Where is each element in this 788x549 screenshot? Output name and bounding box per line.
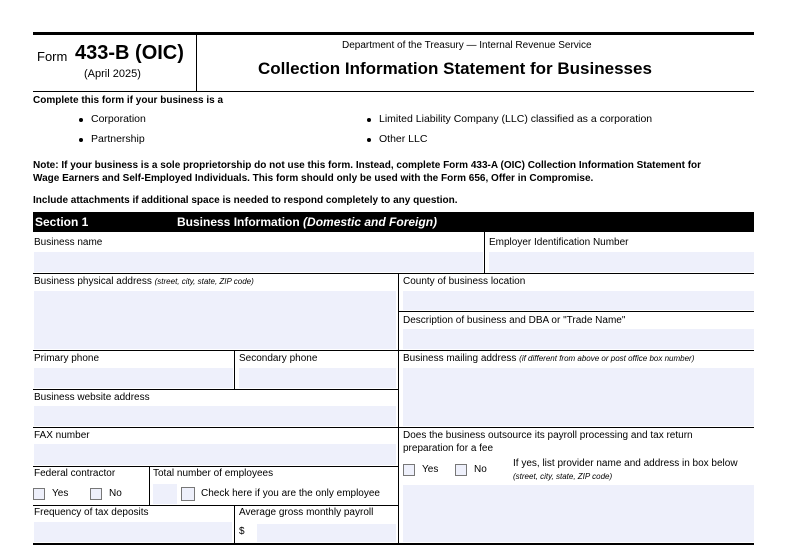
agency: Department of the Treasury — Internal Revenue Service [342, 40, 592, 51]
primary-phone-label: Primary phone [34, 353, 100, 364]
frequency-input[interactable] [34, 522, 232, 542]
provider-hint: (street, city, state, ZIP code) [513, 472, 613, 481]
address-input[interactable] [34, 291, 396, 349]
note-line-2: Wage Earners and Self-Employed Individuals. This form should only be used with the Form 656, Offer in Compromise. [33, 173, 594, 184]
mailing-input[interactable] [403, 368, 754, 426]
website-label: Business website address [34, 392, 150, 403]
only-employee-label: Check here if you are the only employee [201, 488, 380, 499]
employees-label: Total number of employees [153, 468, 274, 479]
bullet-other-llc: Other LLC [379, 133, 428, 145]
intro-heading: Complete this form if your business is a [33, 95, 224, 106]
only-employee-checkbox[interactable] [181, 487, 195, 501]
bullet-corporation: Corporation [91, 113, 146, 125]
business-name-input[interactable] [34, 252, 483, 272]
county-input[interactable] [403, 291, 754, 310]
fax-label: FAX number [34, 430, 90, 441]
outsource-yes-checkbox[interactable] [403, 464, 415, 476]
provider-input[interactable] [403, 485, 754, 542]
outsource-yes-label: Yes [422, 464, 439, 475]
secondary-phone-input[interactable] [239, 368, 396, 388]
description-input[interactable] [403, 329, 754, 349]
dollar-sign: $ [239, 526, 245, 537]
top-rule [33, 32, 754, 35]
payroll-input[interactable] [257, 524, 396, 542]
website-input[interactable] [34, 406, 396, 426]
section-bar [33, 212, 754, 232]
federal-yes-label: Yes [52, 488, 69, 499]
fax-input[interactable] [34, 444, 396, 465]
primary-phone-input[interactable] [34, 368, 233, 388]
ein-input[interactable] [489, 252, 754, 272]
bullet-llc: Limited Liability Company (LLC) classified as a corporation [379, 113, 653, 125]
outsource-label-1: Does the business outsource its payroll processing and tax return [403, 430, 693, 441]
header-rule [33, 91, 754, 92]
outsource-no-label: No [474, 464, 487, 475]
form-date: (April 2025) [84, 68, 141, 80]
frequency-label: Frequency of tax deposits [34, 507, 149, 518]
federal-contractor-label: Federal contractor [34, 468, 116, 479]
employees-input[interactable] [153, 484, 177, 504]
form-word: Form [37, 49, 68, 64]
note-line-1: Note: If your business is a sole proprietorship do not use this form. Instead, complete Form 433-A (OIC) Collection Information Statement for [33, 160, 702, 171]
business-name-label: Business name [34, 237, 103, 248]
form-number: 433-B (OIC) [75, 42, 184, 64]
address-label: Business physical address (street, city, state, ZIP code) [34, 276, 254, 287]
payroll-label: Average gross monthly payroll [239, 507, 374, 518]
bullet-partnership: Partnership [91, 133, 145, 145]
federal-no-label: No [109, 488, 122, 499]
page-title: Collection Information Statement for Businesses [258, 59, 652, 78]
section-title: Business Information (Domestic and Foreign) [177, 215, 438, 229]
attachments-note: Include attachments if additional space is needed to respond completely to any question. [33, 195, 458, 206]
mailing-label: Business mailing address (if different from above or post office box number) [403, 353, 695, 364]
description-label: Description of business and DBA or "Trade Name" [403, 315, 626, 326]
provider-label: If yes, list provider name and address in box below [513, 458, 738, 469]
county-label: County of business location [403, 276, 526, 287]
outsource-label-2: preparation for a fee [403, 443, 494, 454]
federal-yes-checkbox[interactable] [33, 488, 45, 500]
ein-label: Employer Identification Number [489, 237, 629, 248]
federal-no-checkbox[interactable] [90, 488, 102, 500]
section-number: Section 1 [35, 215, 89, 229]
outsource-no-checkbox[interactable] [455, 464, 467, 476]
header-divider [196, 33, 197, 91]
secondary-phone-label: Secondary phone [239, 353, 318, 364]
